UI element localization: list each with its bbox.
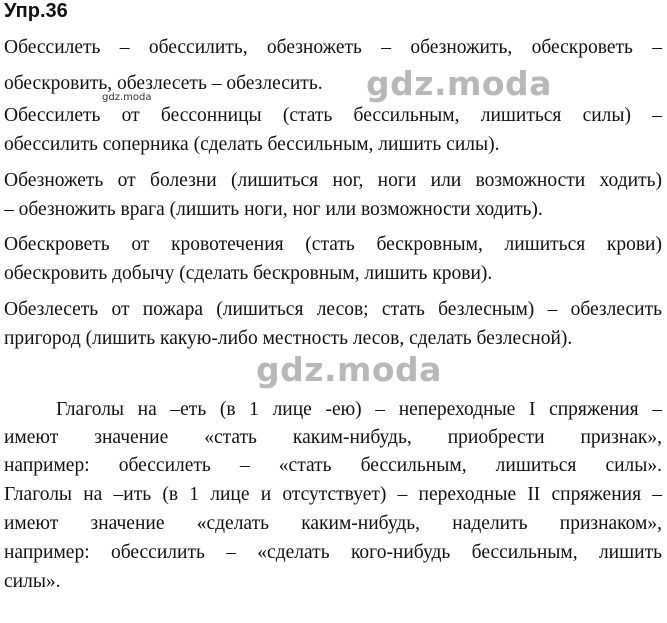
paragraph-line: Обезлесеть от пожара (лишиться лесов; стать безлесным) – обезлесить [4, 299, 662, 320]
rule-line: силы». [4, 571, 61, 592]
rule-line: Глаголы на –еть (в 1 лице -ею) – непереходные I спряжения – [56, 399, 662, 420]
rule-line: например: обессилить – «сделать кого-нибудь бессильным, лишить [4, 542, 662, 563]
rule-line: например: обессилеть – «стать бессильным, лишиться силы». [4, 455, 662, 476]
paragraph-line: Обезножеть от болезни (лишиться ног, ноги или возможности ходить) [4, 170, 662, 191]
rule-line: имеют значение «стать каким-нибудь, приобрести признак», [4, 427, 662, 448]
watermark-small: gdz.moda [102, 92, 152, 103]
paragraph-line: обессилить соперника (сделать бессильным, лишить силы). [4, 134, 500, 155]
paragraph-line: обескровить добычу (сделать бескровным, лишить крови). [4, 263, 493, 284]
header-line: обескровить, обезлесеть – обезлесить. [4, 73, 323, 94]
rule-line: Глаголы на –ить (в 1 лице и отсутствует) – переходные II спряжения – [4, 484, 662, 505]
paragraph-line: Обессилеть от бессонницы (стать бессильным, лишиться силы) – [4, 105, 662, 126]
paragraph-line: пригород (лишить какую-либо местность лесов, сделать безлесной). [4, 328, 573, 349]
exercise-title: Упр.36 [4, 0, 68, 22]
header-line: Обессилеть – обессилить, обезножеть – обезножить, обескроветь – [4, 37, 662, 58]
watermark-logo: gdz.moda [366, 64, 552, 103]
rule-line: имеют значение «сделать каким-нибудь, наделить признаком», [4, 513, 662, 534]
watermark-logo: gdz.moda [256, 350, 442, 389]
paragraph-line: Обескроветь от кровотечения (стать бескровным, лишиться крови) [4, 234, 662, 255]
paragraph-line: – обезножить врага (лишить ноги, ног или возможности ходить). [4, 199, 543, 220]
